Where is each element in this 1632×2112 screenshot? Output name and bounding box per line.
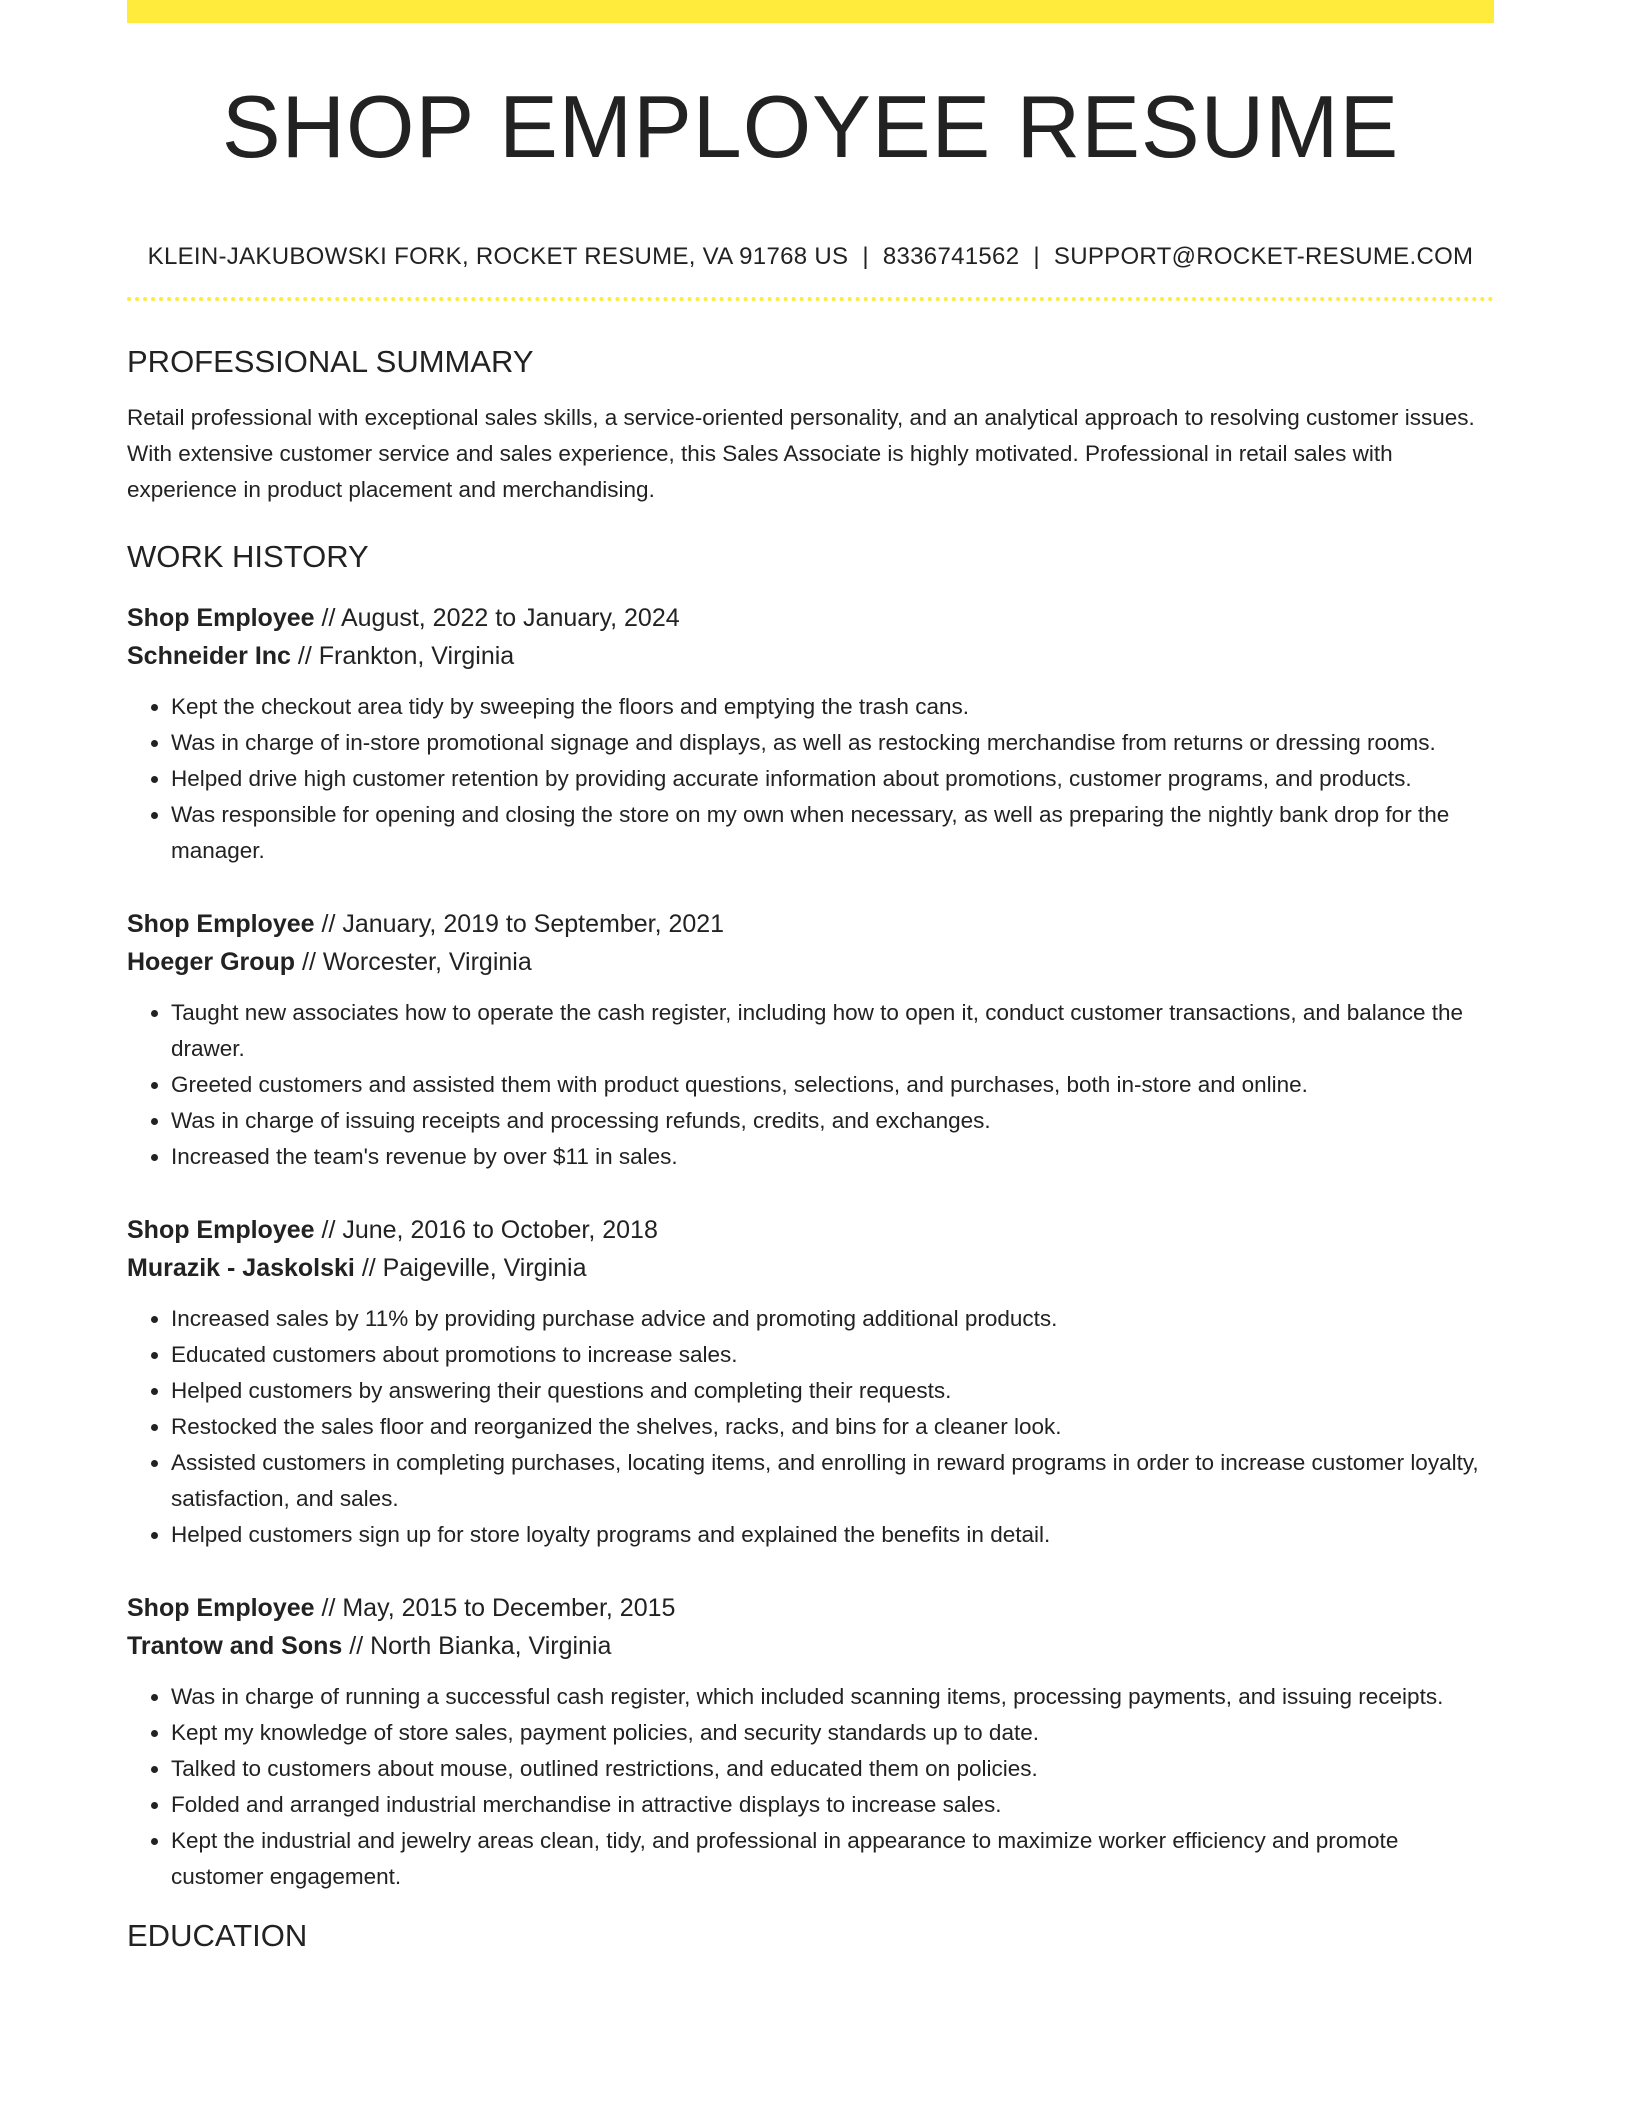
job-company: Murazik - Jaskolski [127, 1254, 355, 1283]
job-bullet: • Restocked the sales floor and reorganized the shelves, racks, and bins for a cleaner look. [171, 1409, 1494, 1445]
section-heading: PROFESSIONAL SUMMARY [127, 344, 534, 379]
job-title: Shop Employee [127, 910, 315, 939]
job-bullet: • Was in charge of in-store promotional signage and displays, as well as restocking merchandise from returns or dressing rooms. [171, 725, 1494, 761]
job-bullet: • Talked to customers about mouse, outlined restrictions, and educated them on policies. [171, 1751, 1494, 1787]
job-company-line [127, 1627, 1494, 1665]
job-title: Shop Employee [127, 1216, 315, 1245]
job-bullet: • Was in charge of issuing receipts and processing refunds, credits, and exchanges. [171, 1103, 1494, 1139]
job-company: Schneider Inc [127, 642, 291, 671]
section-heading: WORK HISTORY [127, 539, 369, 575]
accent-top-bar [127, 0, 1494, 23]
job-dates: // May, 2015 to December, 2015 [321, 1594, 676, 1623]
job-location: // Paigeville, Virginia [361, 1254, 587, 1283]
contact-address: KLEIN-JAKUBOWSKI FORK, ROCKET RESUME, VA 91768 US [147, 243, 849, 270]
resume-title: SHOP EMPLOYEE RESUME [221, 77, 1400, 176]
job-bullet: • Taught new associates how to operate the cash register, including how to open it, conduct customer transactions, and balance the drawer. [171, 995, 1494, 1067]
job-title-line [127, 905, 1494, 943]
job-dates: // June, 2016 to October, 2018 [321, 1216, 658, 1245]
job-location: // North Bianka, Virginia [349, 1632, 612, 1661]
job-bullet: • Increased the team's revenue by over $11 in sales. [171, 1139, 1494, 1175]
job-bullet: • Assisted customers in completing purchases, locating items, and enrolling in reward programs in order to increase customer loyalty, satisfaction, and sales. [171, 1445, 1494, 1517]
job-bullets [127, 1679, 1494, 1895]
job-company-line [127, 637, 1494, 675]
job-bullet: • Folded and arranged industrial merchandise in attractive displays to increase sales. [171, 1787, 1494, 1823]
job-bullet: • Increased sales by 11% by providing purchase advice and promoting additional products. [171, 1301, 1494, 1337]
job-dates: // January, 2019 to September, 2021 [321, 910, 725, 939]
job-bullet: • Greeted customers and assisted them with product questions, selections, and purchases, both in-store and online. [171, 1067, 1494, 1103]
job-location: // Frankton, Virginia [297, 642, 515, 671]
contact-email: SUPPORT@ROCKET-RESUME.COM [1053, 243, 1474, 270]
job-company: Trantow and Sons [127, 1632, 343, 1661]
job-company-line [127, 1249, 1494, 1287]
job-company: Hoeger Group [127, 948, 296, 977]
job-title: Shop Employee [127, 604, 315, 633]
job-location: // Worcester, Virginia [302, 948, 532, 977]
job-bullets [127, 1301, 1494, 1553]
contact-separator: | [1033, 243, 1040, 270]
job-bullet: • Helped customers by answering their questions and completing their requests. [171, 1373, 1494, 1409]
contact-separator: | [862, 243, 869, 270]
job-bullet: • Was in charge of running a successful cash register, which included scanning items, processing payments, and issuing receipts. [171, 1679, 1494, 1715]
job-company-line [127, 943, 1494, 981]
job-bullet: • Helped customers sign up for store loyalty programs and explained the benefits in detail. [171, 1517, 1494, 1553]
job-entry [127, 1211, 1494, 1553]
job-bullet: • Helped drive high customer retention by providing accurate information about promotions, customer programs, and products. [171, 761, 1494, 797]
job-title-line [127, 1211, 1494, 1249]
job-bullet: • Educated customers about promotions to increase sales. [171, 1337, 1494, 1373]
job-bullet: • Kept my knowledge of store sales, payment policies, and security standards up to date. [171, 1715, 1494, 1751]
job-bullets [127, 995, 1494, 1175]
job-title-line [127, 1589, 1494, 1627]
professional-summary-section [127, 343, 1494, 508]
job-entry [127, 905, 1494, 1175]
job-bullets [127, 689, 1494, 869]
job-bullet: • Was responsible for opening and closing the store on my own when necessary, as well as preparing the nightly bank drop for the manager. [171, 797, 1494, 869]
section-heading: EDUCATION [127, 1918, 308, 1954]
resume-page [127, 0, 1494, 1955]
job-bullet: • Kept the checkout area tidy by sweeping the floors and emptying the trash cans. [171, 689, 1494, 725]
contact-line [127, 243, 1494, 273]
job-dates: // August, 2022 to January, 2024 [321, 604, 680, 633]
job-bullet: • Kept the industrial and jewelry areas clean, tidy, and professional in appearance to maximize worker efficiency and promote customer engagement. [171, 1823, 1494, 1895]
job-entry [127, 599, 1494, 869]
contact-phone: 8336741562 [882, 243, 1020, 270]
education-section [127, 1917, 1494, 1954]
job-title-line [127, 599, 1494, 637]
work-history-section [127, 538, 1494, 1895]
job-entry [127, 1589, 1494, 1895]
dotted-divider [127, 297, 1494, 301]
job-title: Shop Employee [127, 1594, 315, 1623]
summary-text: Retail professional with exceptional sales skills, a service-oriented personality, and an analytical approach to resolving customer issues. With extensive customer service and sales experience, this Sales Associate is highly motivated. Professional in retail sales with experience in product placement and merchandising. [127, 405, 1475, 503]
